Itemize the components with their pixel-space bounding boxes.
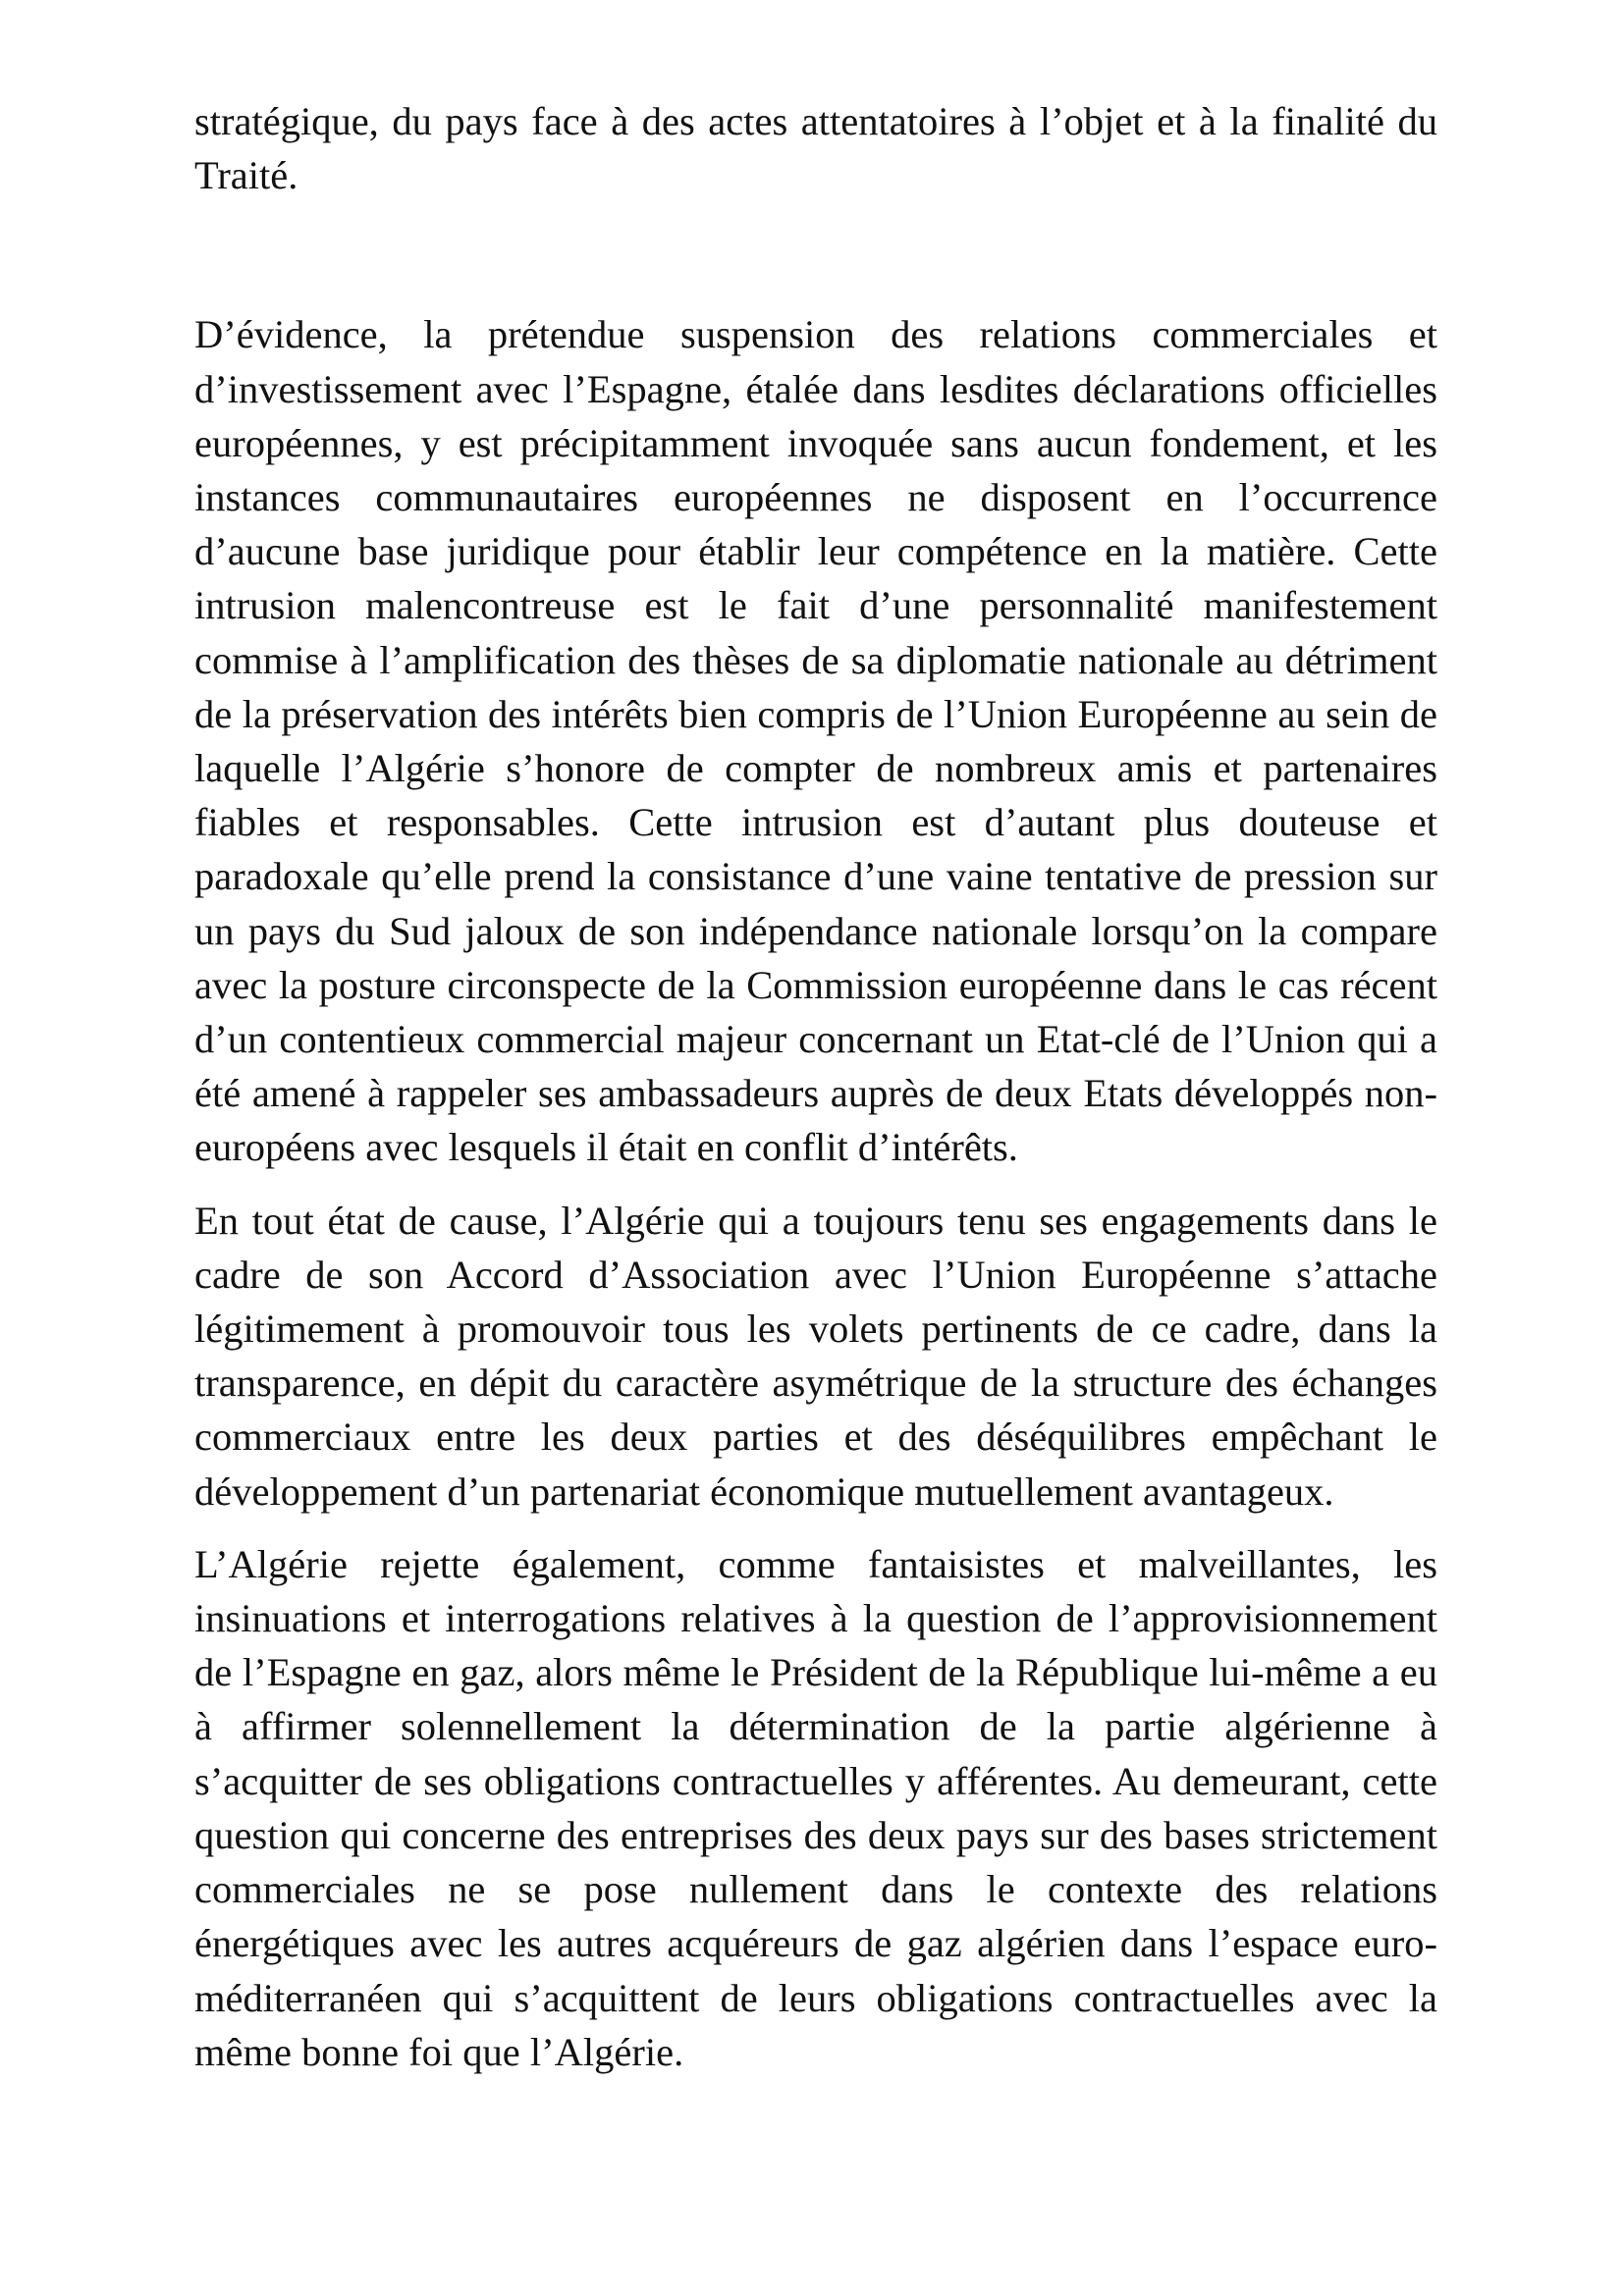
document-body: [194, 94, 1437, 2079]
paragraph-suspension: D’évidence, la prétendue suspension des relations commerciales et d’investissement avec l’Espagne, étalée dans lesdites déclarations officielles européennes, y est précipitamment invoquée sans aucun fondement, et les instances communautaires européennes ne disposent en l’occurrence d’aucune base juridique pour établir leur compétence en la matière. Cette intrusion malencontreuse est le fait d’une personnalité manifestement commise à l’amplification des thèses de sa diplomatie nationale au détriment de la préservation des intérêts bien compris de l’Union Européenne au sein de laquelle l’Algérie s’honore de compter de nombreux amis et partenaires fiables et responsables. Cette intrusion est d’autant plus douteuse et paradoxale qu’elle prend la consistance d’une vaine tentative de pression sur un pays du Sud jaloux de son indépendance nationale lorsqu’on la compare avec la posture circonspecte de la Commission européenne dans le cas récent d’un contentieux commercial majeur concernant un Etat-clé de l’Union qui a été amené à rappeler ses ambassadeurs auprès de deux Etats développés non-européens avec lesquels il était en conflit d’intérêts.: [194, 312, 1437, 1170]
paragraph-gas-supply: L’Algérie rejette également, comme fantaisistes et malveillantes, les insinuations et interrogations relatives à la question de l’approvisionnement de l’Espagne en gaz, alors même le Président de la République lui-même a eu à affirmer solennellement la détermination de la partie algérienne à s’acquitter de ses obligations contractuelles y afférentes. Au demeurant, cette question qui concerne des entreprises des deux pays sur des bases strictement commerciales ne se pose nullement dans le contexte des relations énergétiques avec les autres acquéreurs de gaz algérien dans l’espace euro-méditerranéen qui s’acquittent de leurs obligations contractuelles avec la même bonne foi que l’Algérie.: [194, 1541, 1437, 2074]
paragraph-association-agreement: En tout état de cause, l’Algérie qui a toujours tenu ses engagements dans le cadre de son Accord d’Association avec l’Union Européenne s’attache légitimement à promouvoir tous les volets pertinents de ce cadre, dans la transparence, en dépit du caractère asymétrique de la structure des échanges commerciaux entre les deux parties et des déséquilibres empêchant le développement d’un partenariat économique mutuellement avantageux.: [194, 1198, 1437, 1514]
paragraph-continuation: stratégique, du pays face à des actes attentatoires à l’objet et à la finalité du Traité.: [194, 99, 1437, 198]
